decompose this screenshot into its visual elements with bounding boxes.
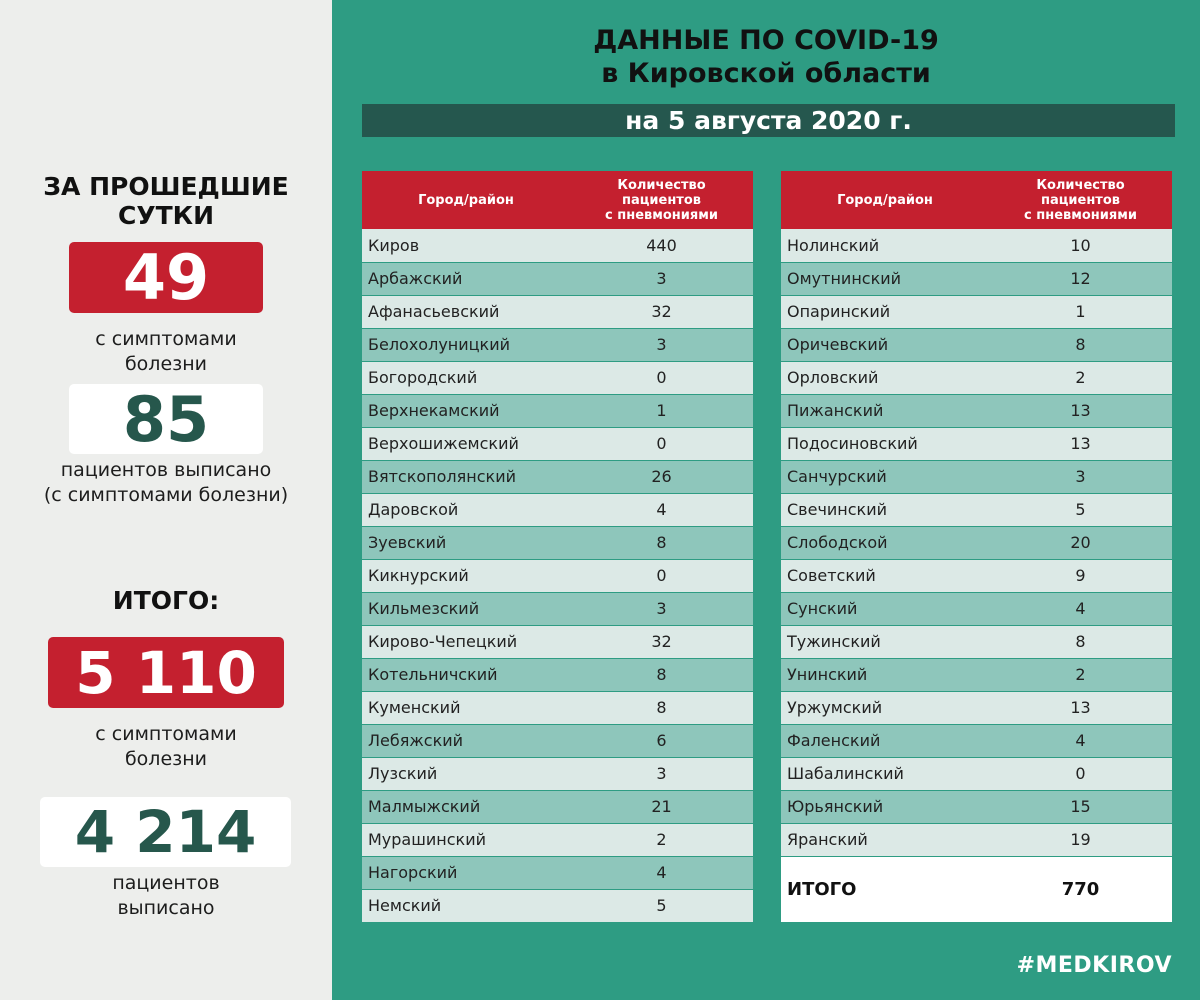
pneumonia-count: 26 [570, 460, 753, 493]
header-line: с пневмониями [605, 207, 718, 223]
pneumonia-count: 8 [570, 658, 753, 691]
pneumonia-count: 15 [989, 790, 1172, 823]
district-table-right [781, 171, 1172, 923]
district-name: Котельничский [362, 658, 570, 691]
district-name: Куменский [362, 691, 570, 724]
table-row [781, 361, 1172, 394]
summary-panel [0, 0, 332, 1000]
district-name: Свечинский [781, 493, 989, 526]
district-name: Пижанский [781, 394, 989, 427]
pneumonia-count: 4 [989, 724, 1172, 757]
caption-line: с симптомами [95, 328, 237, 350]
table-row [781, 262, 1172, 295]
table-row [362, 328, 753, 361]
table-row [781, 427, 1172, 460]
pneumonia-count: 3 [570, 262, 753, 295]
pneumonia-count: 19 [989, 823, 1172, 856]
table-row [781, 757, 1172, 790]
pneumonia-count: 12 [989, 262, 1172, 295]
pneumonia-count: 13 [989, 394, 1172, 427]
header-line: Количество [1036, 177, 1125, 193]
district-name: Советский [781, 559, 989, 592]
hashtag: #MEDKIROV [1016, 953, 1172, 978]
district-name: Орловский [781, 361, 989, 394]
table-row [781, 691, 1172, 724]
total-discharged-caption [0, 871, 332, 921]
table-header-row [781, 171, 1172, 229]
pneumonia-count: 0 [570, 361, 753, 394]
table-row [362, 295, 753, 328]
table-row [781, 559, 1172, 592]
date-banner: на 5 августа 2020 г. [362, 104, 1175, 137]
district-name: Зуевский [362, 526, 570, 559]
pneumonia-count: 8 [989, 625, 1172, 658]
title-line2: в Кировской области [601, 58, 931, 89]
district-name: Яранский [781, 823, 989, 856]
district-name: Фаленский [781, 724, 989, 757]
daily-title [0, 172, 332, 230]
district-name: Малмыжский [362, 790, 570, 823]
district-name: Кикнурский [362, 559, 570, 592]
table-row [781, 790, 1172, 823]
title-line1: ДАННЫЕ ПО COVID-19 [593, 25, 939, 56]
district-name: Санчурский [781, 460, 989, 493]
caption-line: болезни [124, 353, 208, 375]
pneumonia-count: 5 [570, 889, 753, 922]
pneumonia-count: 21 [570, 790, 753, 823]
caption-line: пациентов [112, 872, 220, 894]
pneumonia-count: 3 [570, 757, 753, 790]
district-name: Унинский [781, 658, 989, 691]
district-name: Кирово-Чепецкий [362, 625, 570, 658]
daily-title-line1: ЗА ПРОШЕДШИЕ [43, 172, 289, 201]
daily-symptomatic-value: 49 [69, 242, 263, 313]
pneumonia-count: 1 [989, 295, 1172, 328]
pneumonia-count: 3 [570, 328, 753, 361]
table-row [362, 460, 753, 493]
caption-line: пациентов выписано [60, 459, 272, 481]
pneumonia-count: 0 [989, 757, 1172, 790]
column-header-count [570, 171, 753, 229]
page-title [332, 24, 1200, 90]
header-line: Количество [617, 177, 706, 193]
pneumonia-count: 0 [570, 559, 753, 592]
district-name: Шабалинский [781, 757, 989, 790]
district-name: Опаринский [781, 295, 989, 328]
table-row [781, 823, 1172, 856]
table-row [362, 262, 753, 295]
total-symptomatic-caption [0, 722, 332, 772]
table-row [362, 757, 753, 790]
pneumonia-count: 20 [989, 526, 1172, 559]
district-name: Омутнинский [781, 262, 989, 295]
district-name: Нагорский [362, 856, 570, 889]
pneumonia-count: 440 [570, 229, 753, 262]
pneumonia-count: 9 [989, 559, 1172, 592]
table-row [362, 361, 753, 394]
column-header-count [989, 171, 1172, 229]
table-row [781, 328, 1172, 361]
table-row [362, 724, 753, 757]
pneumonia-count: 8 [570, 526, 753, 559]
total-value: 770 [989, 856, 1172, 922]
table-row [781, 526, 1172, 559]
header-line: пациентов [1041, 192, 1120, 208]
table-row [781, 229, 1172, 262]
district-table-left [362, 171, 753, 923]
district-name: Сунский [781, 592, 989, 625]
table-row [362, 790, 753, 823]
total-discharged-value: 4 214 [40, 797, 291, 867]
pneumonia-count: 3 [989, 460, 1172, 493]
header-line: с пневмониями [1024, 207, 1137, 223]
district-name: Немский [362, 889, 570, 922]
caption-line: выписано [117, 897, 215, 919]
district-name: Оричевский [781, 328, 989, 361]
pneumonia-count: 2 [989, 361, 1172, 394]
table-row [781, 724, 1172, 757]
district-name: Уржумский [781, 691, 989, 724]
table-row [781, 460, 1172, 493]
pneumonia-count: 13 [989, 691, 1172, 724]
district-name: Афанасьевский [362, 295, 570, 328]
district-name: Лузский [362, 757, 570, 790]
table-row [362, 427, 753, 460]
district-name: Подосиновский [781, 427, 989, 460]
daily-discharged-value: 85 [69, 384, 263, 454]
table-row [362, 625, 753, 658]
caption-line: с симптомами [95, 723, 237, 745]
pneumonia-count: 1 [570, 394, 753, 427]
pneumonia-count: 0 [570, 427, 753, 460]
pneumonia-count: 4 [570, 493, 753, 526]
table-header-row [362, 171, 753, 229]
pneumonia-count: 4 [570, 856, 753, 889]
pneumonia-count: 5 [989, 493, 1172, 526]
district-name: Кильмезский [362, 592, 570, 625]
district-name: Арбажский [362, 262, 570, 295]
table-row [781, 493, 1172, 526]
header-line: пациентов [622, 192, 701, 208]
district-name: Лебяжский [362, 724, 570, 757]
column-header-district: Город/район [781, 171, 989, 229]
total-symptomatic-value: 5 110 [48, 637, 284, 708]
pneumonia-count: 32 [570, 625, 753, 658]
district-name: Нолинский [781, 229, 989, 262]
table-row [362, 856, 753, 889]
table-row [781, 625, 1172, 658]
daily-symptomatic-caption [0, 327, 332, 377]
table-row [781, 394, 1172, 427]
pneumonia-count: 3 [570, 592, 753, 625]
table-row [362, 889, 753, 922]
district-name: Мурашинский [362, 823, 570, 856]
district-name: Юрьянский [781, 790, 989, 823]
total-title: ИТОГО: [112, 586, 220, 615]
table-row [362, 493, 753, 526]
table-row [362, 229, 753, 262]
district-name: Верхнекамский [362, 394, 570, 427]
pneumonia-count: 32 [570, 295, 753, 328]
table-row [362, 691, 753, 724]
total-row [781, 856, 1172, 922]
district-name: Богородский [362, 361, 570, 394]
caption-line: (с симптомами болезни) [43, 484, 289, 506]
pneumonia-count: 6 [570, 724, 753, 757]
district-name: Даровской [362, 493, 570, 526]
pneumonia-count: 13 [989, 427, 1172, 460]
pneumonia-count: 2 [989, 658, 1172, 691]
table-row [362, 394, 753, 427]
district-name: Слободской [781, 526, 989, 559]
pneumonia-count: 8 [989, 328, 1172, 361]
daily-discharged-caption [0, 458, 332, 508]
daily-title-line2: СУТКИ [117, 201, 215, 230]
pneumonia-count: 8 [570, 691, 753, 724]
district-name: Белохолуницкий [362, 328, 570, 361]
table-row [362, 823, 753, 856]
total-label: ИТОГО [781, 856, 989, 922]
table-row [362, 559, 753, 592]
table-row [781, 658, 1172, 691]
district-name: Тужинский [781, 625, 989, 658]
district-name: Вятскополянский [362, 460, 570, 493]
district-name: Киров [362, 229, 570, 262]
pneumonia-count: 10 [989, 229, 1172, 262]
table-row [781, 295, 1172, 328]
caption-line: болезни [124, 748, 208, 770]
pneumonia-count: 2 [570, 823, 753, 856]
column-header-district: Город/район [362, 171, 570, 229]
table-row [362, 592, 753, 625]
pneumonia-count: 4 [989, 592, 1172, 625]
table-row [362, 658, 753, 691]
table-row [362, 526, 753, 559]
district-name: Верхошижемский [362, 427, 570, 460]
table-row [781, 592, 1172, 625]
